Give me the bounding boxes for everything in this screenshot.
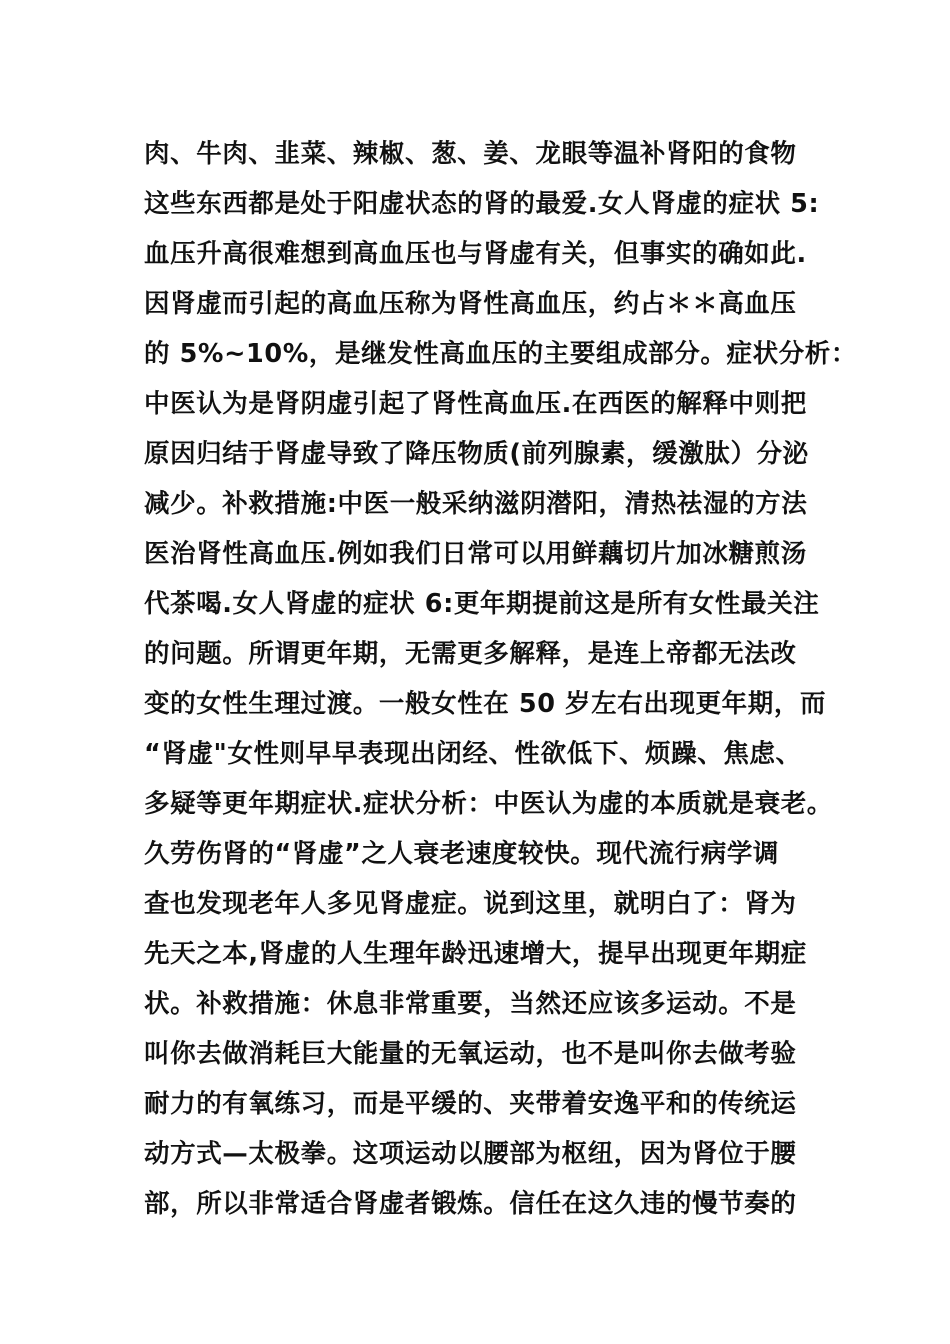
text-line: 先天之本,肾虚的人生理年龄迅速增大，提早出现更年期症 [144, 939, 807, 969]
text-line: 状。补救措施：休息非常重要，当然还应该多运动。不是 [144, 989, 797, 1019]
text-line: 动方式—太极拳。这项运动以腰部为枢纽，因为肾位于腰 [144, 1139, 797, 1169]
text-line: 肉、牛肉、韭菜、辣椒、葱、姜、龙眼等温补肾阳的食物 [144, 139, 797, 169]
text-line: 部，所以非常适合肾虚者锻炼。信任在这久违的慢节奏的 [144, 1189, 797, 1219]
text-line: 血压升高很难想到高血压也与肾虚有关，但事实的确如此. [144, 239, 807, 269]
text-line: 因肾虚而引起的高血压称为肾性高血压，约占＊＊高血压 [144, 289, 797, 319]
text-line: 久劳伤肾的“肾虚”之人衰老速度较快。现代流行病学调 [144, 839, 780, 869]
text-line: 代茶喝.女人肾虚的症状 6:更年期提前这是所有女性最关注 [144, 589, 820, 619]
text-line: 的 5%~10%，是继发性高血压的主要组成部分。症状分析： [144, 339, 857, 369]
text-line: 查也发现老年人多见肾虚症。说到这里，就明白了：肾为 [144, 889, 797, 919]
text-line: 中医认为是肾阴虚引起了肾性高血压.在西医的解释中则把 [144, 389, 807, 419]
text-line: 耐力的有氧练习，而是平缓的、夹带着安逸平和的传统运 [144, 1089, 797, 1119]
text-line: 这些东西都是处于阳虚状态的肾的最爱.女人肾虚的症状 5: [144, 189, 820, 219]
text-line: 多疑等更年期症状.症状分析：中医认为虚的本质就是衰老。 [144, 789, 833, 819]
text-line: 的问题。所谓更年期，无需更多解释，是连上帝都无法改 [144, 639, 797, 669]
text-line: 原因归结于肾虚导致了降压物质(前列腺素，缓激肽）分泌 [144, 439, 809, 469]
text-line: 变的女性生理过渡。一般女性在 50 岁左右出现更年期，而 [144, 689, 827, 719]
text-line: 减少。补救措施:中医一般采纳滋阴潜阳，清热祛湿的方法 [144, 489, 808, 519]
text-line: 医治肾性高血压.例如我们日常可以用鲜藕切片加冰糖煎汤 [144, 539, 807, 569]
text-line: 叫你去做消耗巨大能量的无氧运动，也不是叫你去做考验 [144, 1039, 797, 1069]
body-text [144, 129, 857, 1229]
text-line: “肾虚"女性则早早表现出闭经、性欲低下、烦躁、焦虑、 [144, 739, 802, 769]
